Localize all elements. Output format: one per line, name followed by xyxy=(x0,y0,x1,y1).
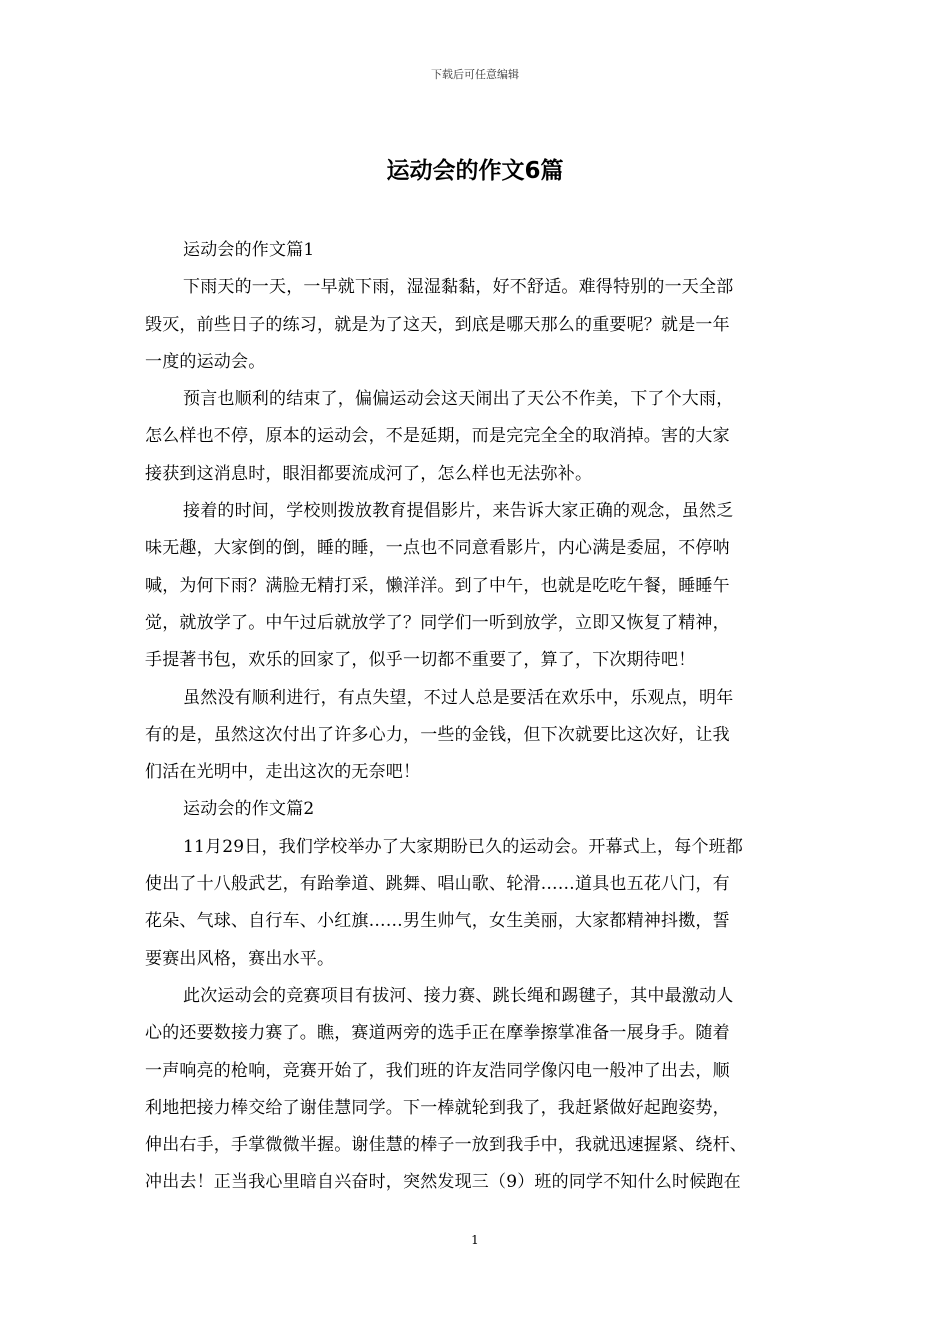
text-line: 预言也顺利的结束了，偏偏运动会这天闹出了天公不作美，下了个大雨， xyxy=(183,389,734,410)
text-line: 心的还要数接力赛了。瞧，赛道两旁的选手正在摩拳擦掌准备一展身手。随着 xyxy=(145,1023,730,1044)
text-line: 觉，就放学了。中午过后就放学了？同学们一听到放学，立即又恢复了精神， xyxy=(145,612,730,633)
text-line: 虽然没有顺利进行，有点失望，不过人总是要活在欢乐中，乐观点，明年 xyxy=(183,687,734,708)
document-body xyxy=(145,232,809,1202)
text-line: 接获到这消息时，眼泪都要流成河了，怎么样也无法弥补。 xyxy=(145,463,593,484)
text-line: 毁灭，前些日子的练习，就是为了这天，到底是哪天那么的重要呢？就是一年 xyxy=(145,314,730,335)
page-number: 1 xyxy=(471,1233,479,1247)
text-line: 利地把接力棒交给了谢佳慧同学。下一棒就轮到我了，我赶紧做好起跑姿势， xyxy=(145,1097,730,1118)
text-line: 一声响亮的枪响，竞赛开始了，我们班的许友浩同学像闪电一般冲了出去，顺 xyxy=(145,1060,730,1081)
text-line: 怎么样也不停，原本的运动会，不是延期，而是完完全全的取消掉。害的大家 xyxy=(145,426,730,447)
text-line: 们活在光明中，走出这次的无奈吧！ xyxy=(145,762,421,783)
text-line: 一度的运动会。 xyxy=(145,351,266,372)
text-line: 运动会的作文篇1 xyxy=(183,240,315,260)
text-line: 喊，为何下雨？满脸无精打采，懒洋洋。到了中午，也就是吃吃午餐，睡睡午 xyxy=(145,575,730,596)
header-note: 下载后可任意编辑 xyxy=(431,68,519,81)
text-line: 花朵、气球、自行车、小红旗……男生帅气，女生美丽，大家都精神抖擞，誓 xyxy=(145,911,730,932)
text-line: 手提著书包，欢乐的回家了，似乎一切都不重要了，算了，下次期待吧！ xyxy=(145,650,696,671)
text-line: 下雨天的一天，一早就下雨，湿湿黏黏，好不舒适。难得特别的一天全部 xyxy=(183,277,734,298)
document-title: 运动会的作文6篇 xyxy=(386,158,564,184)
text-line: 运动会的作文篇2 xyxy=(183,799,315,820)
text-line: 要赛出风格，赛出水平。 xyxy=(145,948,335,969)
text-line: 味无趣，大家倒的倒，睡的睡，一点也不同意看影片，内心满是委屈，不停呐 xyxy=(145,538,730,559)
text-line: 此次运动会的竞赛项目有拔河、接力赛、跳长绳和踢毽子，其中最激动人 xyxy=(183,985,734,1006)
text-line: 冲出去！正当我心里暗自兴奋时，突然发现三（9）班的同学不知什么时候跑在 xyxy=(145,1172,741,1193)
text-line: 接着的时间，学校则拨放教育提倡影片，来告诉大家正确的观念，虽然乏 xyxy=(183,501,734,522)
text-line: 有的是，虽然这次付出了许多心力，一些的金钱，但下次就要比这次好，让我 xyxy=(145,724,730,745)
text-line: 伸出右手，手掌微微半握。谢佳慧的棒子一放到我手中，我就迅速握紧、绕杆、 xyxy=(145,1135,747,1156)
text-line: 使出了十八般武艺，有跆拳道、跳舞、唱山歌、轮滑……道具也五花八门，有 xyxy=(145,874,730,895)
text-line: 11月29日，我们学校举办了大家期盼已久的运动会。开幕式上，每个班都 xyxy=(183,836,744,857)
